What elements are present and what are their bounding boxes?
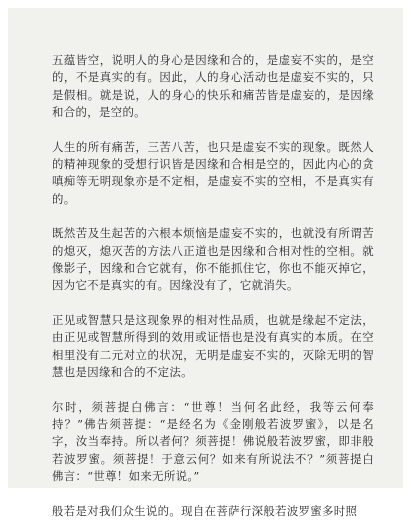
paragraph: 尔时，须菩提白佛言：“世尊！当何名此经，我等云何奉持？”佛告须菩提：“是经名为《金刚般若波罗蜜》，以是名字，汝当奉持。所以者何？须菩提！佛说般若波罗蜜，即非般若波罗蜜。须菩提！于意云何？如来有所说法不？”须菩提白佛言：“世尊！如来无所说。” bbox=[52, 399, 374, 484]
paragraph: 般若是对我们众生说的。现自在菩萨行深般若波罗蜜多时照 bbox=[52, 503, 358, 518]
paragraph: 既然苦及生起苦的六根本烦恼是虚妄不实的，也就没有所谓苦的熄灭，熄灭苦的方法八正道也是因缘和合相对性的空相。就像影子，因缘和合它就有，你不能抓住它，你也不能灭掉它，因为它不是真实的有。因缘没有了，它就消失。 bbox=[52, 226, 374, 293]
paragraph: 五蕴皆空，说明人的身心是因缘和合的，是虚妄不实的，是空的，不是真实的有。因此，人的身心活动也是虚妄不实的，只是假相。就是说，人的身心的快乐和痛苦皆是虚妄的，是因缘和合的，是空的。 bbox=[52, 53, 374, 120]
document-body bbox=[52, 52, 374, 520]
document-page bbox=[8, 8, 403, 518]
paragraph: 人生的所有痛苦，三苦八苦，也只是虚妄不实的现象。既然人的精神现象的受想行识皆是因缘和合相是空的，因此内心的贪嗔痴等无明现象亦是不定相，是虚妄不实的空相，不是真实有的。 bbox=[52, 139, 374, 206]
paragraph: 正见或智慧只是这现象界的相对性品质，也就是缘起不定法，由正见或智慧所得到的效用或证悟也是没有真实的本质。在空相里没有二元对立的状况，无明是虚妄不实的，灭除无明的智慧也是因缘和合的不定法。 bbox=[52, 312, 374, 380]
